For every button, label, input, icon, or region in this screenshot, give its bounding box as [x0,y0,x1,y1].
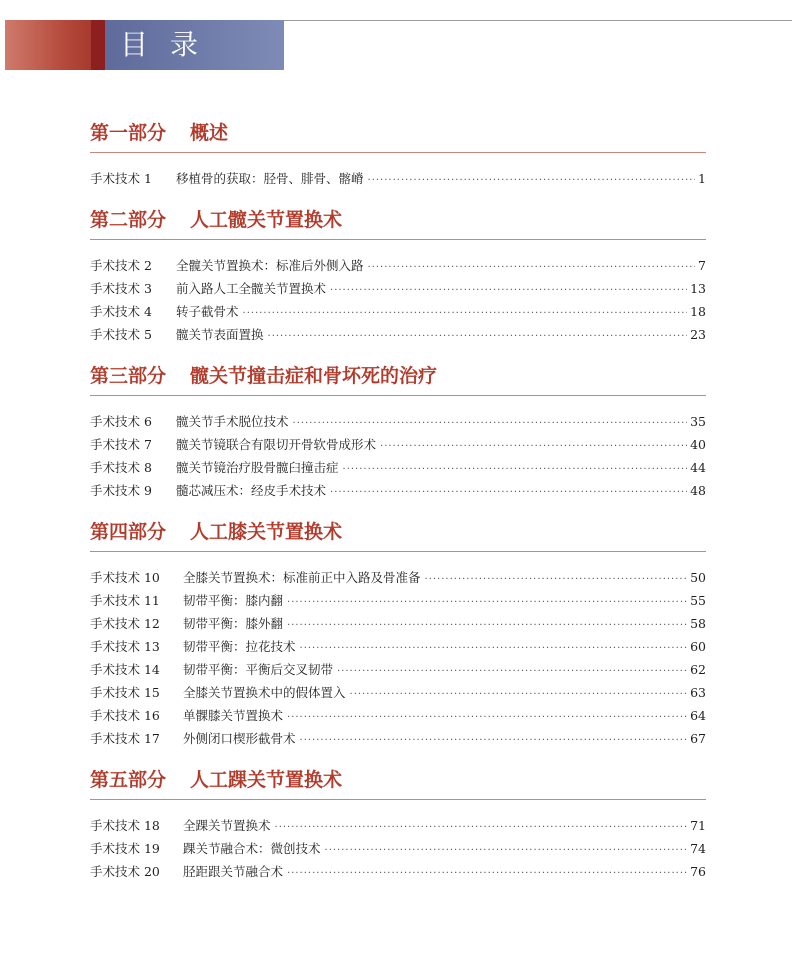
section-divider [90,551,706,552]
toc-entry[interactable] [90,704,706,727]
entry-technique-number: 手术技术 6 [90,414,152,429]
entry-page-number: 74 [690,841,706,856]
entry-technique-number: 手术技术 3 [90,281,152,296]
toc-entry[interactable] [90,254,706,277]
dot-leader [275,816,688,839]
toc-entry[interactable] [90,589,706,612]
entry-title: 髋关节表面置换 [176,327,264,342]
header-maroon-stripe [91,20,105,70]
entry-technique-number: 手术技术 17 [90,731,160,746]
entry-technique-number: 手术技术 1 [90,171,152,186]
dot-leader [243,302,688,325]
dot-leader [287,862,687,885]
entry-technique-number: 手术技术 16 [90,708,160,723]
section-title[interactable] [90,207,706,233]
entry-technique-number: 手术技术 5 [90,327,152,342]
entry-technique-number: 手术技术 2 [90,258,152,273]
toc-section [90,363,706,502]
entry-page-number: 40 [690,437,706,452]
entry-title: 韧带平衡：膝内翻 [183,593,284,608]
dot-leader [337,660,687,683]
dot-leader [268,325,688,348]
entry-technique-number: 手术技术 18 [90,818,160,833]
toc-entry[interactable] [90,410,706,433]
entry-technique-number: 手术技术 7 [90,437,152,452]
section-name: 人工踝关节置换术 [190,769,343,791]
toc-entry[interactable] [90,479,706,502]
toc-entry[interactable] [90,433,706,456]
dot-leader [287,614,687,637]
toc-entry[interactable] [90,167,706,190]
entry-page-number: 13 [690,281,706,296]
toc-entry[interactable] [90,814,706,837]
entry-technique-number: 手术技术 11 [90,593,160,608]
dot-leader [300,729,688,752]
entry-page-number: 44 [690,460,706,475]
section-divider [90,395,706,396]
dot-leader [287,591,687,614]
toc-section [90,519,706,750]
entry-page-number: 63 [690,685,706,700]
section-title[interactable] [90,363,706,389]
toc-entry[interactable] [90,277,706,300]
toc-entry[interactable] [90,837,706,860]
entry-title: 外侧闭口楔形截骨术 [183,731,296,746]
entry-technique-number: 手术技术 13 [90,639,160,654]
header-red-block [5,20,91,70]
entry-page-number: 1 [698,171,706,186]
entry-title: 踝关节融合术：微创技术 [183,841,321,856]
entry-title: 髋关节镜联合有限切开骨软骨成形术 [176,437,377,452]
entry-technique-number: 手术技术 10 [90,570,160,585]
entry-technique-number: 手术技术 15 [90,685,160,700]
toc-section [90,767,706,883]
section-title[interactable] [90,120,706,146]
table-of-contents [90,120,706,900]
dot-leader [330,279,687,302]
entry-title: 韧带平衡：拉花技术 [183,639,296,654]
entry-technique-number: 手术技术 12 [90,616,160,631]
entry-title: 全髋关节置换术：标准后外侧入路 [176,258,364,273]
entry-title: 前入路人工全髋关节置换术 [176,281,327,296]
toc-entry[interactable] [90,635,706,658]
entry-page-number: 60 [690,639,706,654]
entry-page-number: 18 [690,304,706,319]
section-name: 人工髋关节置换术 [190,209,343,231]
toc-entry[interactable] [90,323,706,346]
section-part-label: 第一部分 [90,122,167,144]
entry-title: 髓芯减压术：经皮手术技术 [176,483,327,498]
dot-leader [343,458,688,481]
section-part-label: 第三部分 [90,365,167,387]
dot-leader [293,412,688,435]
entry-page-number: 7 [698,258,706,273]
section-name: 髋关节撞击症和骨坏死的治疗 [190,365,438,387]
section-part-label: 第四部分 [90,521,167,543]
entry-technique-number: 手术技术 9 [90,483,152,498]
entry-page-number: 48 [690,483,706,498]
section-name: 人工膝关节置换术 [190,521,343,543]
toc-entry[interactable] [90,681,706,704]
entry-title: 全踝关节置换术 [183,818,271,833]
entry-technique-number: 手术技术 19 [90,841,160,856]
section-divider [90,152,706,153]
dot-leader [325,839,688,862]
entry-technique-number: 手术技术 4 [90,304,152,319]
entry-title: 韧带平衡：膝外翻 [183,616,284,631]
entry-page-number: 64 [690,708,706,723]
section-part-label: 第二部分 [90,209,167,231]
dot-leader [380,435,687,458]
entry-page-number: 76 [690,864,706,879]
toc-entry[interactable] [90,860,706,883]
toc-entry[interactable] [90,456,706,479]
entry-page-number: 62 [690,662,706,677]
section-divider [90,239,706,240]
entry-title: 移植骨的获取：胫骨、腓骨、髂嵴 [176,171,364,186]
entry-title: 全膝关节置换术中的假体置入 [183,685,346,700]
entry-title: 全膝关节置换术：标准前正中入路及骨准备 [183,570,421,585]
toc-entry[interactable] [90,300,706,323]
entry-page-number: 50 [690,570,706,585]
toc-section [90,120,706,190]
dot-leader [368,256,696,279]
dot-leader [287,706,687,729]
entry-title: 转子截骨术 [176,304,239,319]
entry-technique-number: 手术技术 20 [90,864,160,879]
entry-title: 韧带平衡：平衡后交叉韧带 [183,662,334,677]
entry-page-number: 23 [690,327,706,342]
entry-title: 单髁膝关节置换术 [183,708,284,723]
page-header [0,0,800,80]
section-part-label: 第五部分 [90,769,167,791]
entry-page-number: 55 [690,593,706,608]
section-name: 概述 [190,122,229,144]
entry-title: 髋关节镜治疗股骨髋臼撞击症 [176,460,339,475]
section-title[interactable] [90,767,706,793]
toc-entry[interactable] [90,612,706,635]
section-title[interactable] [90,519,706,545]
entry-title: 髋关节手术脱位技术 [176,414,289,429]
section-divider [90,799,706,800]
entry-page-number: 71 [690,818,706,833]
page-title: 目录 [120,28,221,61]
toc-entry[interactable] [90,727,706,750]
dot-leader [368,169,696,192]
entry-technique-number: 手术技术 8 [90,460,152,475]
dot-leader [425,568,688,591]
toc-section [90,207,706,346]
entry-technique-number: 手术技术 14 [90,662,160,677]
dot-leader [300,637,688,660]
entry-page-number: 67 [690,731,706,746]
toc-entry[interactable] [90,566,706,589]
entry-page-number: 58 [690,616,706,631]
toc-entry[interactable] [90,658,706,681]
dot-leader [350,683,688,706]
dot-leader [330,481,687,504]
entry-page-number: 35 [690,414,706,429]
entry-title: 胫距跟关节融合术 [183,864,284,879]
